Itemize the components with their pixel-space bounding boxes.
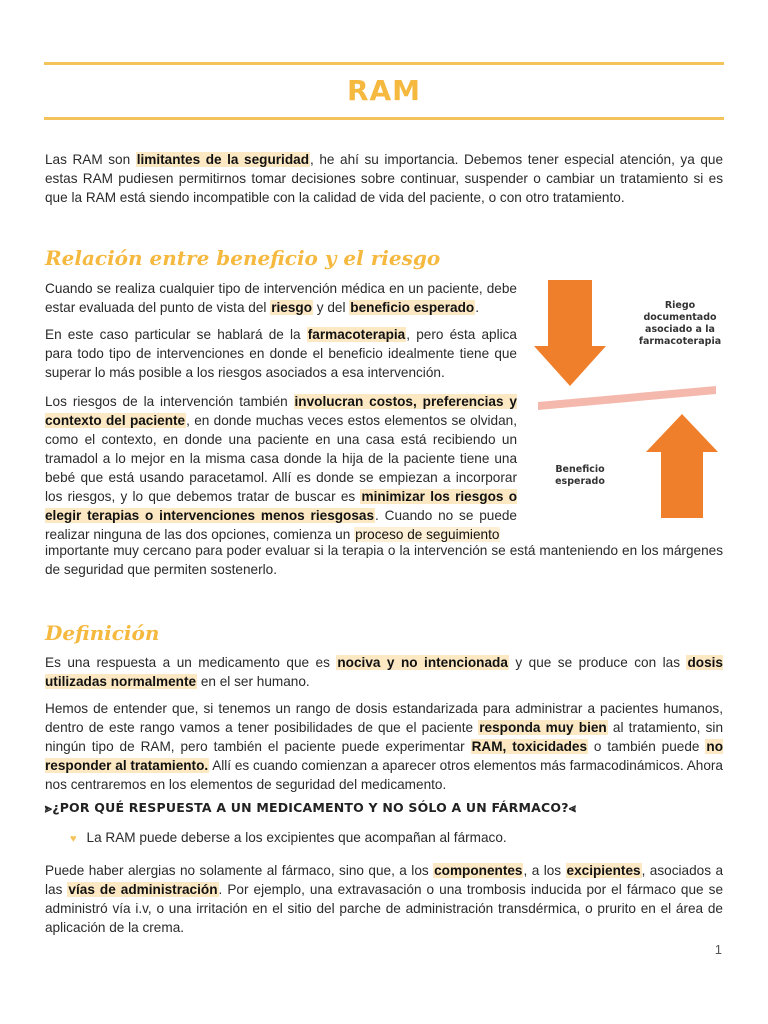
risk-down-arrow: [534, 280, 606, 386]
text-run: .: [475, 300, 479, 315]
risk-benefit-paragraph-2: [45, 325, 517, 382]
text-run: Allí es cuando comienzan a aparecer otros elementos más farmacodinámicos. Ahora nos centraremos en los elementos de seguridad del medicamento.: [45, 758, 723, 792]
text-run: o también puede: [588, 739, 706, 754]
highlight-text: dosis utilizadas normalmente: [45, 655, 723, 689]
top-rule: [44, 62, 724, 65]
text-run: Cuando se realiza cualquier tipo de intervención médica en un paciente, debe estar evaluada del punto de vista del: [45, 281, 517, 315]
text-run: importante muy cercano para poder evaluar si la terapia o la intervención se está manteniendo en los márgenes de seguridad que permiten sostenerlo.: [45, 543, 723, 577]
risk-benefit-paragraph-3: [45, 392, 517, 544]
text-run: . Por ejemplo, una extravasación o una trombosis inducida por el fármaco que se administró vía i.v, o una irritación en el sitio del parche de administración transdérmica, o prurito en el área de aplicación de la crema.: [45, 882, 724, 935]
highlight-text: involucran costos, preferencias y contexto del paciente: [45, 394, 517, 428]
benefit-label: Beneficio esperado: [555, 464, 605, 487]
question-heading: ⪢¿POR QUÉ RESPUESTA A UN MEDICAMENTO Y NO SÓLO A UN FÁRMACO?⪡: [45, 800, 576, 815]
highlight-text: limitantes de la seguridad: [136, 152, 310, 167]
highlight-text: minimizar los riesgos o elegir terapias o intervenciones menos riesgosas: [45, 489, 517, 523]
definition-paragraph-1: [45, 653, 723, 691]
text-run: Hemos de entender que, si tenemos un rango de dosis estandarizada para administrar a pacientes humanos, dentro de este rango vamos a tener posibilidades de que el paciente: [45, 701, 723, 735]
highlight-text: beneficio esperado: [350, 300, 475, 315]
text-run: Las RAM son: [45, 152, 136, 167]
definition-paragraph-2: [45, 699, 723, 794]
definition-paragraph-3: [45, 861, 723, 937]
risk-benefit-figure: [530, 278, 730, 528]
highlight-text: responda muy bien: [479, 720, 607, 735]
text-run: , en donde muchas veces estos elementos se olvidan, como el contexto, en donde una paciente en una casa está recibiendo un tramadol a lo mejor en la misma casa donde la hija de la paciente tiene una bebé que está usando paracetamol. Allí es donde se empiezan a incorporar los riesgos, y lo que debemos tratar de buscar es: [45, 413, 517, 504]
text-run: en el ser humano.: [197, 674, 310, 689]
risk-benefit-paragraph-3-continued: [45, 541, 723, 579]
benefit-up-arrow: [646, 414, 718, 518]
highlight-text: no responder al tratamiento.: [45, 739, 723, 773]
highlight-text: riesgo: [271, 300, 313, 315]
list-item: [70, 830, 507, 845]
title-rule: [44, 117, 724, 120]
highlight-text: vías de administración: [68, 882, 218, 897]
highlight-text: RAM, toxicidades: [471, 739, 588, 754]
section-heading-definition: Definición: [45, 621, 160, 645]
highlight-text: excipientes: [566, 863, 641, 878]
text-run: y del: [313, 300, 350, 315]
highlight-text: proceso de seguimiento: [355, 527, 500, 542]
text-run: . Cuando no se puede realizar ninguna de las dos opciones, comienza un: [45, 508, 517, 542]
text-run: Puede haber alergias no solamente al fármaco, sino que, a los: [45, 863, 434, 878]
text-run: , he ahí su importancia. Debemos tener especial atención, ya que estas RAM pudiesen permitirnos tomar decisiones sobre continuar, suspender o cambiar un tratamiento si es que la RAM está siendo incompatible con la calidad de vida del paciente, o con otro tratamiento.: [45, 152, 724, 205]
text-run: Es una respuesta a un medicamento que es: [45, 655, 337, 670]
text-run: , pero ésta aplica para todo tipo de intervenciones en donde el beneficio idealmente tiene que superar lo más posible a los riesgos asociados a esa intervención.: [45, 327, 517, 380]
highlight-text: farmacoterapia: [307, 327, 406, 342]
risk-label: Riego documentado asociado a la farmacoterapia: [638, 300, 722, 347]
text-run: En este caso particular se hablará de la: [45, 327, 307, 342]
text-run: Los riesgos de la intervención también: [45, 394, 294, 409]
section-heading-risk-benefit: Relación entre beneficio y el riesgo: [45, 246, 441, 270]
page-number: 1: [714, 942, 722, 957]
list-item-text: La RAM puede deberse a los excipientes que acompañan al fármaco.: [86, 830, 507, 845]
text-run: , a los: [523, 863, 566, 878]
page-title: RAM: [346, 74, 422, 107]
text-run: y que se produce con las: [508, 655, 687, 670]
heart-bullet-icon: ♥: [70, 833, 77, 845]
highlight-text: nociva y no intencionada: [337, 655, 508, 670]
text-run: al tratamiento, sin ningún tipo de RAM, pero también el paciente puede experimentar: [45, 720, 723, 754]
intro-paragraph: [45, 150, 723, 207]
text-run: , asociados a las: [45, 863, 723, 897]
highlight-text: componentes: [434, 863, 523, 878]
risk-benefit-paragraph-1: [45, 279, 517, 317]
balance-beam: [538, 386, 716, 410]
